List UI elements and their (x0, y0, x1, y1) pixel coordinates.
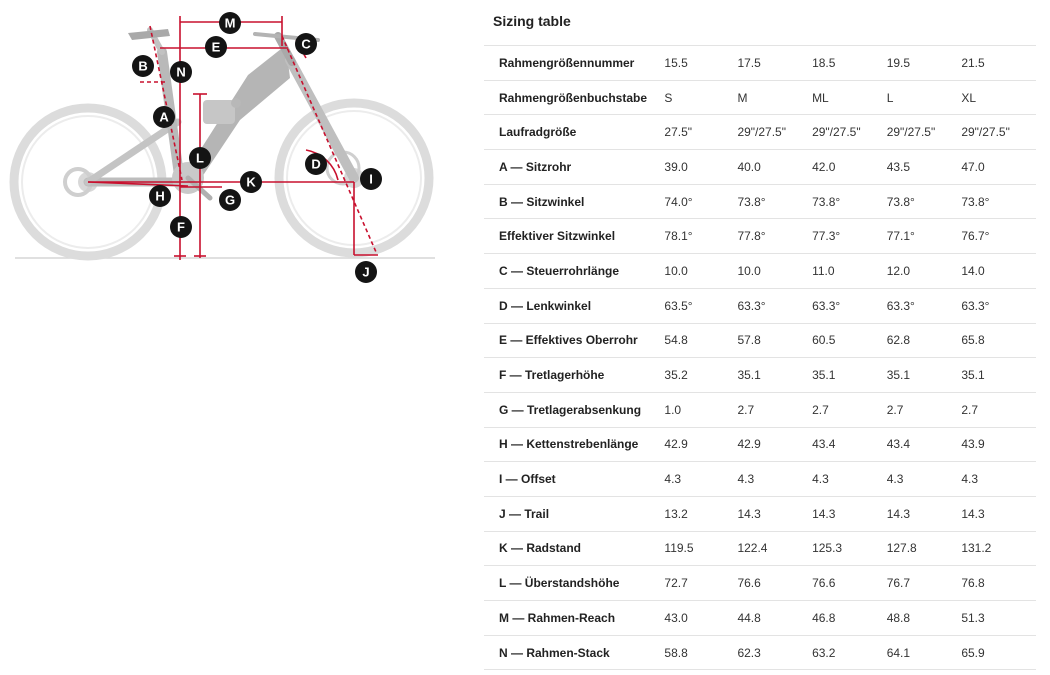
table-cell: 62.8 (887, 323, 962, 358)
row-label: G — Tretlagerabsenkung (484, 392, 664, 427)
table-cell: 14.3 (961, 496, 1036, 531)
table-row (484, 115, 1036, 150)
table-cell: 47.0 (961, 150, 1036, 185)
row-label: Laufradgröße (484, 115, 664, 150)
table-cell: 63.2 (812, 635, 887, 670)
table-cell: 4.3 (812, 462, 887, 497)
svg-text:C: C (301, 36, 311, 52)
row-label: M — Rahmen-Reach (484, 601, 664, 636)
table-row (484, 219, 1036, 254)
marker-d (305, 153, 327, 175)
table-row (484, 46, 1036, 81)
table-cell: 63.3° (961, 288, 1036, 323)
table-cell: 14.3 (887, 496, 962, 531)
row-label: Rahmengrößennummer (484, 46, 664, 81)
row-label: F — Tretlagerhöhe (484, 358, 664, 393)
table-cell: 76.7 (887, 566, 962, 601)
table-cell: 72.7 (664, 566, 737, 601)
table-cell: 4.3 (664, 462, 737, 497)
table-row (484, 496, 1036, 531)
table-cell: ML (812, 80, 887, 115)
table-cell: 65.9 (961, 635, 1036, 670)
row-label: C — Steuerrohrlänge (484, 254, 664, 289)
marker-h (149, 185, 171, 207)
table-cell: 4.3 (887, 462, 962, 497)
table-cell: 2.7 (961, 392, 1036, 427)
table-cell: 35.1 (737, 358, 812, 393)
table-cell: 19.5 (887, 46, 962, 81)
table-cell: 18.5 (812, 46, 887, 81)
table-cell: 2.7 (887, 392, 962, 427)
row-label: N — Rahmen-Stack (484, 635, 664, 670)
table-cell: 42.9 (664, 427, 737, 462)
table-cell: 73.8° (737, 184, 812, 219)
table-cell: 44.8 (737, 601, 812, 636)
svg-text:L: L (196, 150, 204, 166)
bike-geometry-diagram (0, 0, 470, 300)
svg-text:F: F (177, 219, 185, 235)
table-cell: 73.8° (812, 184, 887, 219)
table-cell: 29"/27.5" (887, 115, 962, 150)
table-cell: 57.8 (737, 323, 812, 358)
table-cell: 65.8 (961, 323, 1036, 358)
table-cell: 14.0 (961, 254, 1036, 289)
svg-text:M: M (224, 15, 236, 31)
table-cell: 35.1 (887, 358, 962, 393)
table-cell: 29"/27.5" (737, 115, 812, 150)
table-cell: M (737, 80, 812, 115)
table-row (484, 184, 1036, 219)
table-cell: 46.8 (812, 601, 887, 636)
table-cell: 29"/27.5" (961, 115, 1036, 150)
marker-e (205, 36, 227, 58)
table-cell: 17.5 (737, 46, 812, 81)
table-cell: 15.5 (664, 46, 737, 81)
table-cell: XL (961, 80, 1036, 115)
row-label: E — Effektives Oberrohr (484, 323, 664, 358)
row-label: I — Offset (484, 462, 664, 497)
table-row (484, 80, 1036, 115)
row-label: B — Sitzwinkel (484, 184, 664, 219)
table-cell: 63.3° (737, 288, 812, 323)
table-cell: 76.6 (737, 566, 812, 601)
table-row (484, 635, 1036, 670)
table-cell: 27.5" (664, 115, 737, 150)
svg-text:N: N (176, 64, 186, 80)
table-cell: 39.0 (664, 150, 737, 185)
table-cell: 78.1° (664, 219, 737, 254)
marker-g (219, 189, 241, 211)
table-cell: 76.6 (812, 566, 887, 601)
table-cell: 42.0 (812, 150, 887, 185)
table-cell: 51.3 (961, 601, 1036, 636)
row-label: K — Radstand (484, 531, 664, 566)
table-cell: 131.2 (961, 531, 1036, 566)
table-cell: 77.8° (737, 219, 812, 254)
table-cell: 29"/27.5" (812, 115, 887, 150)
table-cell: 127.8 (887, 531, 962, 566)
sizing-table-title: Sizing table (493, 13, 571, 29)
table-row (484, 462, 1036, 497)
table-cell: 48.8 (887, 601, 962, 636)
table-cell: 43.5 (887, 150, 962, 185)
table-cell: 14.3 (737, 496, 812, 531)
marker-c (295, 33, 317, 55)
table-cell: S (664, 80, 737, 115)
table-row (484, 358, 1036, 393)
svg-text:A: A (159, 109, 169, 125)
table-cell: 21.5 (961, 46, 1036, 81)
table-cell: 77.1° (887, 219, 962, 254)
table-row (484, 392, 1036, 427)
bike-geometry-svg (0, 0, 470, 300)
row-label: H — Kettenstrebenlänge (484, 427, 664, 462)
table-cell: 12.0 (887, 254, 962, 289)
table-cell: 63.3° (812, 288, 887, 323)
table-cell: 43.0 (664, 601, 737, 636)
table-cell: 73.8° (887, 184, 962, 219)
table-cell: 77.3° (812, 219, 887, 254)
table-cell: 54.8 (664, 323, 737, 358)
table-row (484, 427, 1036, 462)
table-cell: 35.2 (664, 358, 737, 393)
table-cell: 2.7 (812, 392, 887, 427)
row-label: D — Lenkwinkel (484, 288, 664, 323)
svg-text:K: K (246, 174, 256, 190)
row-label: A — Sitzrohr (484, 150, 664, 185)
table-cell: 119.5 (664, 531, 737, 566)
table-cell: 2.7 (737, 392, 812, 427)
marker-i (360, 168, 382, 190)
table-cell: 63.3° (887, 288, 962, 323)
table-cell: 43.4 (887, 427, 962, 462)
table-cell: 43.4 (812, 427, 887, 462)
table-cell: 42.9 (737, 427, 812, 462)
table-cell: 60.5 (812, 323, 887, 358)
svg-text:J: J (362, 264, 370, 280)
table-cell: 122.4 (737, 531, 812, 566)
table-row (484, 601, 1036, 636)
table-cell: 73.8° (961, 184, 1036, 219)
svg-text:H: H (155, 188, 165, 204)
svg-text:G: G (224, 192, 236, 208)
marker-f (170, 216, 192, 238)
table-row (484, 150, 1036, 185)
table-cell: 1.0 (664, 392, 737, 427)
table-cell: 4.3 (961, 462, 1036, 497)
marker-l (189, 147, 211, 169)
table-cell: 125.3 (812, 531, 887, 566)
table-cell: 76.8 (961, 566, 1036, 601)
table-cell: 58.8 (664, 635, 737, 670)
table-cell: 64.1 (887, 635, 962, 670)
table-cell: 4.3 (737, 462, 812, 497)
marker-m (219, 12, 241, 34)
marker-a (153, 106, 175, 128)
row-label: Effektiver Sitzwinkel (484, 219, 664, 254)
table-cell: 35.1 (961, 358, 1036, 393)
table-cell: 63.5° (664, 288, 737, 323)
table-cell: 76.7° (961, 219, 1036, 254)
table-cell: 74.0° (664, 184, 737, 219)
table-cell: 13.2 (664, 496, 737, 531)
svg-text:I: I (369, 171, 373, 187)
table-cell: 40.0 (737, 150, 812, 185)
row-label: Rahmengrößenbuchstabe (484, 80, 664, 115)
table-row (484, 323, 1036, 358)
table-cell: 43.9 (961, 427, 1036, 462)
row-label: J — Trail (484, 496, 664, 531)
table-row (484, 254, 1036, 289)
table-row (484, 531, 1036, 566)
table-cell: L (887, 80, 962, 115)
svg-text:E: E (211, 39, 221, 55)
table-cell: 35.1 (812, 358, 887, 393)
marker-b (132, 55, 154, 77)
marker-n (170, 61, 192, 83)
table-row (484, 566, 1036, 601)
table-cell: 10.0 (664, 254, 737, 289)
table-row (484, 288, 1036, 323)
table-cell: 14.3 (812, 496, 887, 531)
sizing-table (484, 45, 1036, 670)
table-cell: 62.3 (737, 635, 812, 670)
row-label: L — Überstandshöhe (484, 566, 664, 601)
svg-text:B: B (138, 58, 148, 74)
table-cell: 11.0 (812, 254, 887, 289)
svg-text:D: D (311, 156, 321, 172)
table-cell: 10.0 (737, 254, 812, 289)
marker-k (240, 171, 262, 193)
marker-j (355, 261, 377, 283)
